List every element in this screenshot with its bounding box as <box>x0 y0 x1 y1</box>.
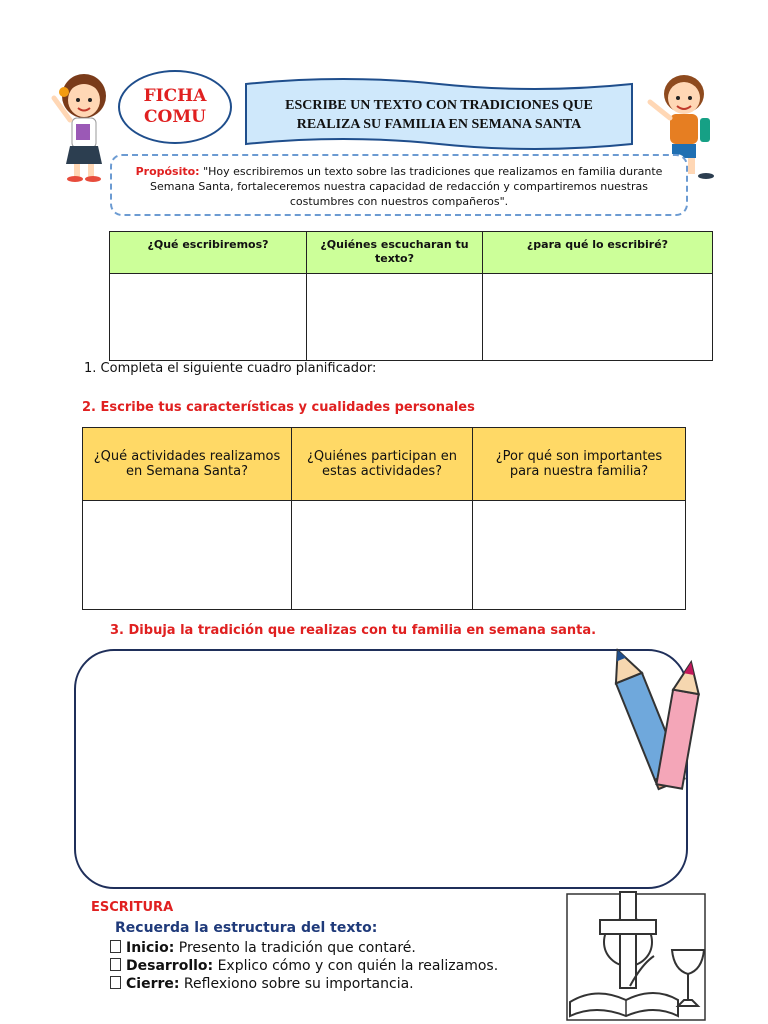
title-line-2: REALIZA SU FAMILIA EN SEMANA SANTA <box>296 117 582 132</box>
cross-bible-chalice-illustration <box>566 890 708 1022</box>
title-line-1: ESCRIBE UN TEXTO CON TRADICIONES QUE <box>285 98 593 113</box>
activities-header-quienes: ¿Quiénes participan en estas actividades? <box>292 428 473 501</box>
structure-subheading: Recuerda la estructura del texto: <box>115 920 378 936</box>
planning-table <box>109 231 713 361</box>
structure-item-cierre <box>110 975 414 993</box>
escritura-heading: ESCRITURA <box>91 900 174 915</box>
ficha-badge <box>118 70 232 144</box>
purpose-box <box>110 154 688 216</box>
activities-cell[interactable] <box>292 501 473 610</box>
checkbox-icon <box>110 976 121 989</box>
planning-cell[interactable] <box>307 274 483 361</box>
step-1-instruction: 1. Completa el siguiente cuadro planificador: <box>84 361 377 376</box>
planning-cell[interactable] <box>483 274 713 361</box>
activities-header-por-que: ¿Por qué son importantes para nuestra familia? <box>473 428 686 501</box>
structure-item-label: Desarrollo: <box>126 958 214 974</box>
structure-item-text: Presento la tradición que contaré. <box>174 940 416 956</box>
activities-table <box>82 427 686 610</box>
activities-header-que: ¿Qué actividades realizamos en Semana Santa? <box>83 428 292 501</box>
planning-header-quienes: ¿Quiénes escucharan tu texto? <box>307 232 483 274</box>
page-title <box>258 96 620 134</box>
drawing-area[interactable] <box>74 649 688 889</box>
pencils-illustration <box>608 640 708 796</box>
ficha-line-2: COMU <box>144 107 206 127</box>
structure-item-text: Explico cómo y con quién la realizamos. <box>213 958 499 974</box>
purpose-label: Propósito: <box>135 165 200 178</box>
planning-cell[interactable] <box>110 274 307 361</box>
activities-cell[interactable] <box>83 501 292 610</box>
planning-header-para-que: ¿para qué lo escribiré? <box>483 232 713 274</box>
structure-item-desarrollo <box>110 957 498 975</box>
step-2-heading: 2. Escribe tus características y cualidades personales <box>82 400 475 415</box>
step-3-heading: 3. Dibuja la tradición que realizas con tu familia en semana santa. <box>110 623 597 638</box>
ficha-line-1: FICHA <box>143 86 207 106</box>
structure-item-inicio <box>110 939 416 957</box>
planning-header-que: ¿Qué escribiremos? <box>110 232 307 274</box>
activities-cell[interactable] <box>473 501 686 610</box>
structure-item-label: Inicio: <box>126 940 175 956</box>
purpose-text: "Hoy escribiremos un texto sobre las tradiciones que realizamos en familia durante Semana Santa, fortaleceremos nuestra capacidad de redacción y compartiremos nuestras costumbres con nuestros compañeros". <box>150 165 663 208</box>
structure-item-text: Reflexiono sobre su importancia. <box>179 976 414 992</box>
checkbox-icon <box>110 940 121 953</box>
structure-item-label: Cierre: <box>126 976 180 992</box>
checkbox-icon <box>110 958 121 971</box>
